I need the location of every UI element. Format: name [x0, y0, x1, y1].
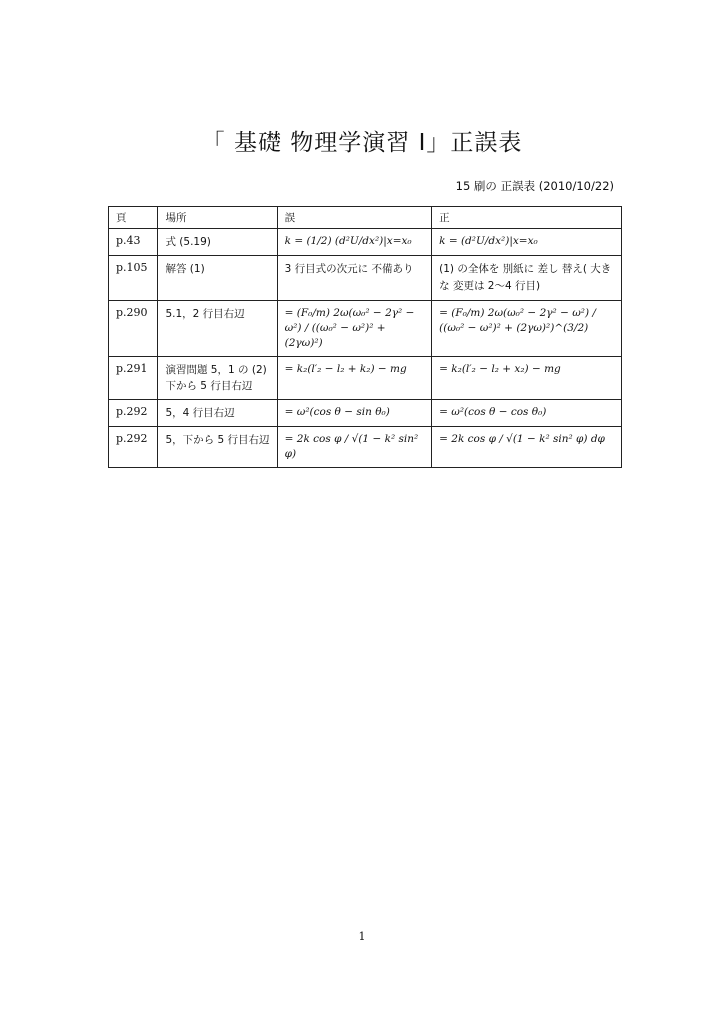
- table-row: [109, 301, 622, 357]
- header-location: 場所: [158, 207, 277, 229]
- row-correct: = (F₀/m) 2ω(ω₀² − 2γ² − ω²) / ((ω₀² − ω²)² + (2γω)²)^(3/2): [432, 301, 622, 357]
- row-location: 5，4 行目右辺: [158, 400, 277, 427]
- row-location: 5.1，2 行目右辺: [158, 301, 277, 357]
- row-page: p.291: [109, 357, 158, 400]
- row-wrong: = (F₀/m) 2ω(ω₀² − 2γ² − ω²) / ((ω₀² − ω²)² + (2γω)²): [277, 301, 432, 357]
- row-location: 解答 (1): [158, 256, 277, 301]
- row-location: 式 (5.19): [158, 229, 277, 256]
- table-header-row: [109, 207, 622, 229]
- table-row: [109, 256, 622, 301]
- row-wrong: 3 行目式の次元に 不備あり: [277, 256, 432, 301]
- row-wrong: = 2k cos φ / √(1 − k² sin² φ): [277, 427, 432, 468]
- row-page: p.105: [109, 256, 158, 301]
- row-wrong: k = (1/2) (d²U/dx²)|x=x₀: [277, 229, 432, 256]
- row-correct: = k₂(l′₂ − l₂ + x₂) − mg: [432, 357, 622, 400]
- header-wrong: 誤: [277, 207, 432, 229]
- page-number: 1: [358, 930, 366, 943]
- document-subtitle: 15 刷の 正誤表 (2010/10/22): [455, 179, 614, 193]
- row-location: 演習問題 5，1 の (2) 下から 5 行目右辺: [158, 357, 277, 400]
- table-row: [109, 427, 622, 468]
- errata-table: [108, 206, 622, 468]
- row-wrong: = ω²(cos θ − sin θ₀): [277, 400, 432, 427]
- row-correct: = 2k cos φ / √(1 − k² sin² φ) dφ: [432, 427, 622, 468]
- row-wrong: = k₂(l′₂ − l₂ + k₂) − mg: [277, 357, 432, 400]
- table-row: [109, 400, 622, 427]
- row-page: p.290: [109, 301, 158, 357]
- header-page: 頁: [109, 207, 158, 229]
- row-page: p.292: [109, 400, 158, 427]
- row-location: 5，下から 5 行目右辺: [158, 427, 277, 468]
- table-row: [109, 357, 622, 400]
- row-correct: (1) の全体を 別紙に 差し 替え( 大きな 変更は 2〜4 行目): [432, 256, 622, 301]
- document-title: 「 基礎 物理学演習 I」正誤表: [201, 130, 523, 156]
- row-page: p.292: [109, 427, 158, 468]
- header-correct: 正: [432, 207, 622, 229]
- row-correct: = ω²(cos θ − cos θ₀): [432, 400, 622, 427]
- row-page: p.43: [109, 229, 158, 256]
- table-row: [109, 229, 622, 256]
- row-correct: k = (d²U/dx²)|x=x₀: [432, 229, 622, 256]
